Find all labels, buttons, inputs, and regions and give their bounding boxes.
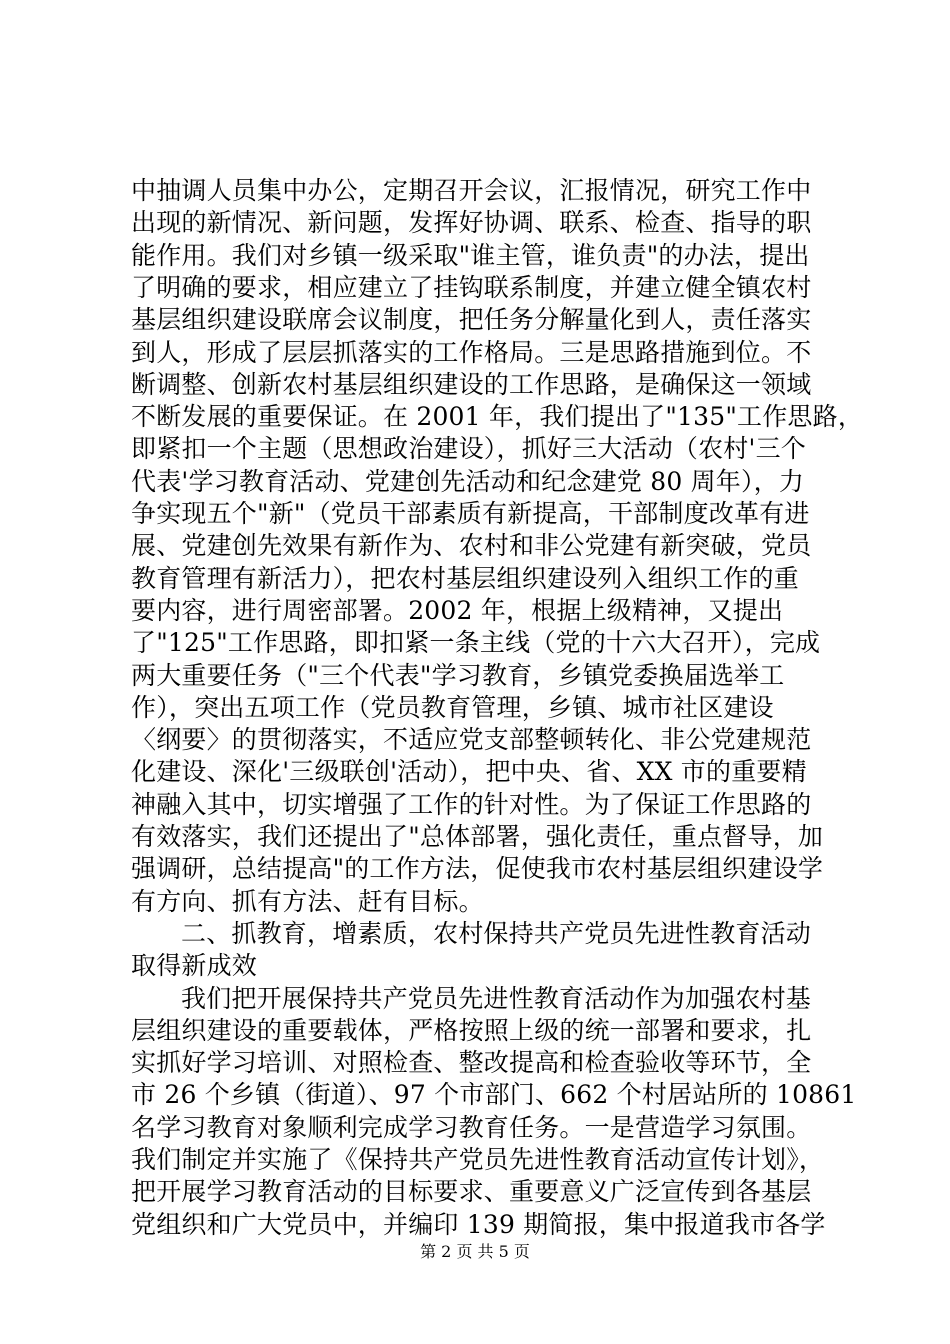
body-line: 有方向、抓有方法、赶有目标。 bbox=[131, 886, 484, 916]
body-line: 党组织和广大党员中，并编印 139 期简报，集中报道我市各学 bbox=[131, 1209, 826, 1239]
body-line: 了"125"工作思路，即扣紧一条主线（党的十六大召开），完成 bbox=[131, 628, 821, 658]
body-line: 教育管理有新活力），把农村基层组织建设列入组织工作的重 bbox=[131, 563, 799, 593]
body-line: 要内容，进行周密部署。2002 年，根据上级精神，又提出 bbox=[131, 595, 784, 625]
section-heading: 二、抓教育，增素质，农村保持共产党员先进性教育活动 bbox=[181, 918, 812, 948]
body-line: 我们制定并实施了《保持共产党员先进性教育活动宣传计划》， bbox=[131, 1145, 825, 1174]
body-line: 争实现五个"新"（党员干部素质有新提高，干部制度改革有进 bbox=[131, 499, 810, 528]
body-line: 即紧扣一个主题（思想政治建设），抓好三大活动（农村'三个 bbox=[131, 434, 806, 464]
body-line: 名学习教育对象顺利完成学习教育任务。一是营造学习氛围。 bbox=[131, 1112, 812, 1142]
body-line: 了明确的要求，相应建立了挂钩联系制度，并建立健全镇农村 bbox=[131, 272, 812, 302]
body-line: 作），突出五项工作（党员教育管理，乡镇、城市社区建设 bbox=[131, 692, 774, 722]
body-line: 到人，形成了层层抓落实的工作格局。三是思路措施到位。不 bbox=[131, 337, 812, 367]
body-line: 有效落实，我们还提出了"总体部署，强化责任，重点督导，加 bbox=[131, 822, 824, 851]
body-line: 中抽调人员集中办公，定期召开会议，汇报情况，研究工作中 bbox=[131, 176, 812, 205]
body-line: 化建设、深化'三级联创'活动），把中央、省、XX 市的重要精 bbox=[131, 757, 807, 787]
body-line: 实抓好学习培训、对照检查、整改提高和检查验收等环节，全 bbox=[131, 1048, 812, 1078]
body-line: 〈纲要〉的贯彻落实，不适应党支部整顿转化、非公党建规范 bbox=[131, 725, 812, 755]
body-line: 我们把开展保持共产党员先进性教育活动作为加强农村基 bbox=[181, 983, 812, 1013]
body-line: 不断发展的重要保证。在 2001 年，我们提出了"135"工作思路， bbox=[131, 402, 864, 432]
page-number: 第 2 页 共 5 页 bbox=[420, 1242, 530, 1261]
body-line: 层组织建设的重要载体，严格按照上级的统一部署和要求，扎 bbox=[131, 1015, 812, 1045]
body-line: 基层组织建设联席会议制度，把任务分解量化到人，责任落实 bbox=[131, 305, 812, 335]
body-line: 两大重要任务（"三个代表"学习教育，乡镇党委换届选举工 bbox=[131, 660, 785, 690]
body-line: 展、党建创先效果有新作为、农村和非公党建有新突破，党员 bbox=[131, 531, 812, 561]
section-heading-continued: 取得新成效 bbox=[131, 951, 258, 981]
body-line: 能作用。我们对乡镇一级采取"谁主管，谁负责"的办法，提出 bbox=[131, 240, 810, 270]
body-line: 断调整、创新农村基层组织建设的工作思路，是确保这一领域 bbox=[131, 369, 812, 399]
body-line: 代表'学习教育活动、党建创先活动和纪念建党 80 周年），力 bbox=[131, 466, 805, 496]
body-line: 把开展学习教育活动的目标要求、重要意义广泛宣传到各基层 bbox=[131, 1177, 812, 1207]
body-line: 强调研，总结提高"的工作方法，促使我市农村基层组织建设学 bbox=[131, 854, 824, 884]
body-line: 出现的新情况、新问题，发挥好协调、联系、检查、指导的职 bbox=[131, 208, 812, 238]
body-line: 神融入其中，切实增强了工作的针对性。为了保证工作思路的 bbox=[131, 789, 812, 819]
body-line: 市 26 个乡镇（街道）、97 个市部门、662 个村居站所的 10861 bbox=[131, 1080, 857, 1110]
